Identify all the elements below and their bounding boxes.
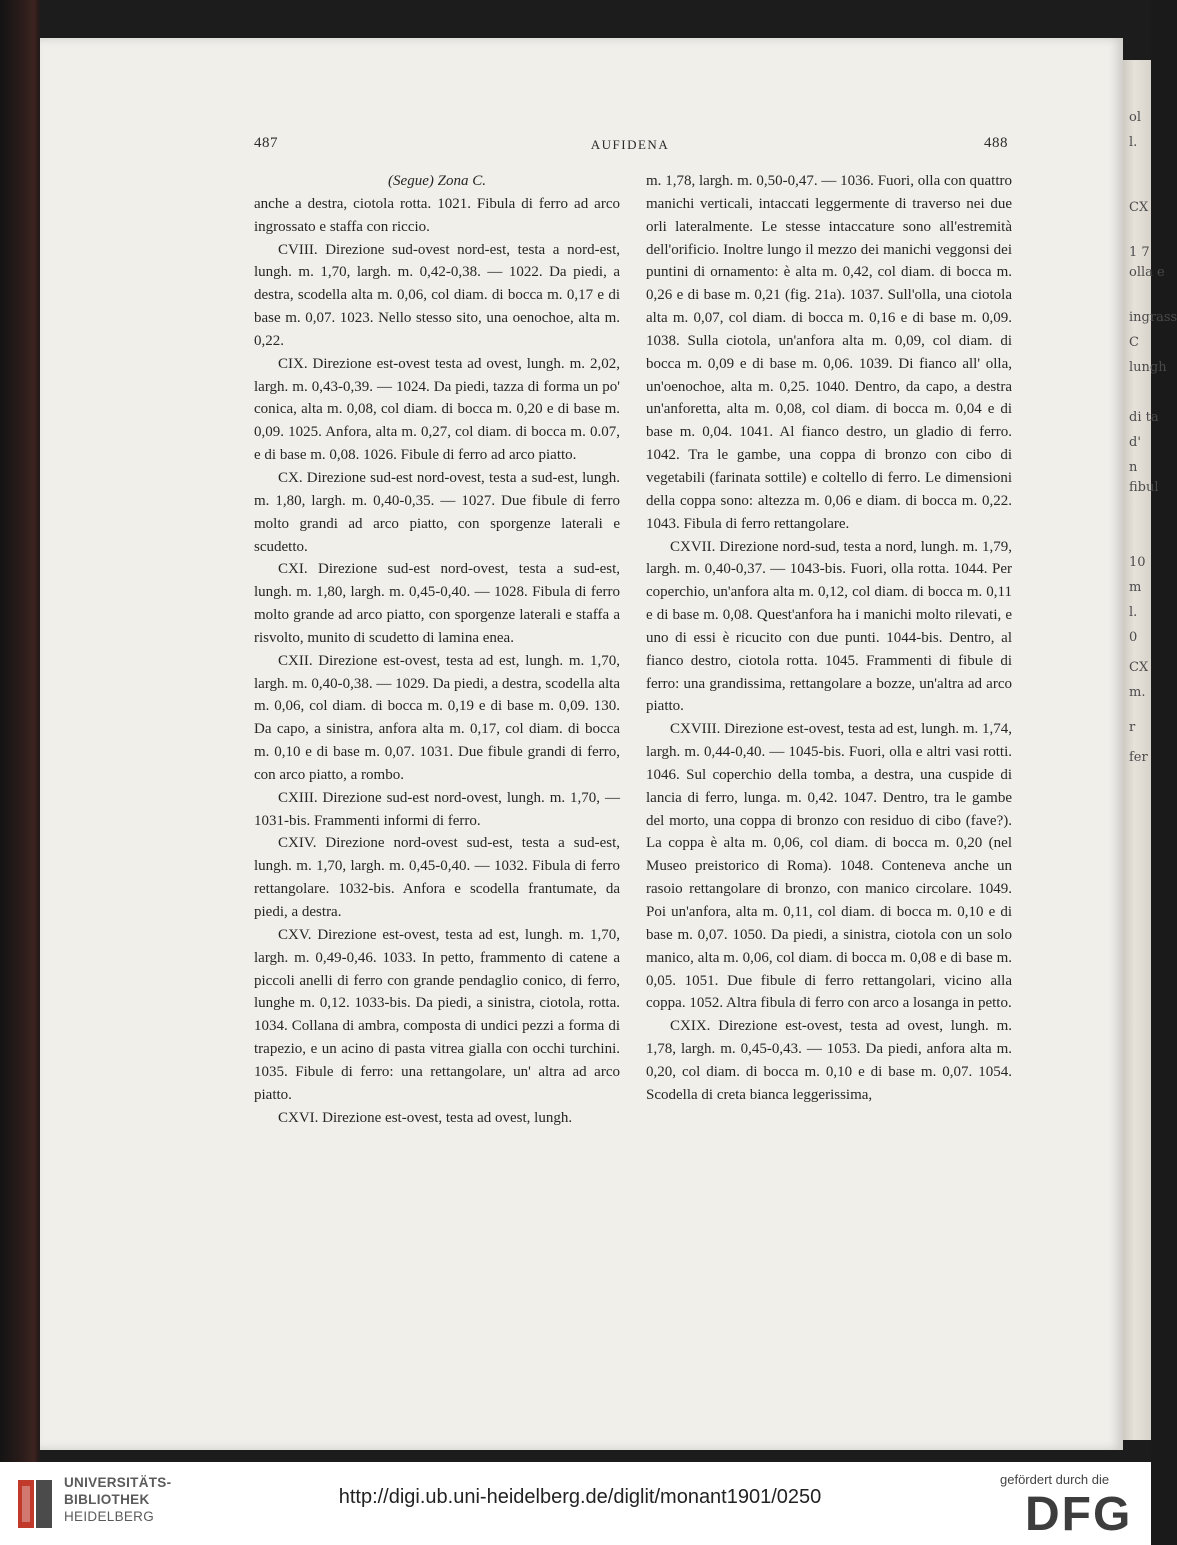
section-heading: (Segue) Zona C. [388,173,486,189]
paragraph: CXVIII. Direzione est-ovest, testa ad est, lungh. m. 1,74, largh. m. 0,44-0,40. — 1045-bis. Fuori, olla e altri vasi rotti. 1046. Sul coperchio della tomba, a destra, una cuspide di lancia di ferro, lunga. m. 0,42. 1047. Dentro, tra le gambe del morto, una coppa di bronzo con residuo di cibo (fave?). La coppa è alta m. 0,06, col diam. di bocca m. 0,20 (nel Museo preistorico di Roma). 1048. Conteneva anche un rasoio rettangolare di bronzo, con manico circolare. 1049. Poi un'anfora, alta m. 0,11, col diam. di bocca m. 0,10 e di base m. 0,07. 1050. Da piedi, a sinistra, ciotola con un solo manico, alta m. 0,06, col diam. di bocca m. 0,08 e di base m. 0,05. 1051. Due fibule di ferro rettangolari, vicino alla coppa. 1052. Altra fibula di ferro con arco a losanga in petto. [646,721,1013,1012]
paragraph: anche a destra, ciotola rotta. 1021. Fibula di ferro ad arco ingrossato e staffa con riccio. [254,195,620,235]
paragraph: CX. Direzione sud-est nord-ovest, testa a sud-est, lungh. m. 1,80, largh. m. 0,40-0,35. — 1027. Due fibule di ferro molto grandi ad arco piatto, con sporgenze laterali e scudetto. [254,469,620,555]
funded-by-label: gefördert durch die [1000,1472,1110,1487]
page-number-left: 487 [254,135,278,151]
dfg-logo: DFG [1025,1488,1133,1541]
edge-fragment: ol [1129,110,1141,125]
paragraph: CVIII. Direzione sud-ovest nord-est, testa a nord-est, lungh. m. 1,70, largh. m. 0,42-0,38. — 1022. Da piedi, a destra, scodella alta m. 0,06, col diam. di bocca m. 0,17 e di base m. 0,07. 1023. Nello stesso sito, una oenochoe, alta m. 0,22. [254,241,620,349]
edge-fragment: d' [1129,435,1141,450]
paragraph: CXIV. Direzione nord-ovest sud-est, testa a sud-est, lungh. m. 1,70, largh. m. 0,45-0,40. — 1032. Fibula di ferro rettangolare. 1032-bis. Anfora e scodella frantumate, da piedi, a destra. [254,835,620,920]
edge-fragment: olla e [1129,265,1165,280]
edge-fragment: m [1129,580,1142,595]
edge-fragment: r [1129,720,1136,735]
edge-fragment: fibul [1129,480,1159,495]
paragraph: CXVII. Direzione nord-sud, testa a nord, lungh. m. 1,79, largh. m. 0,40-0,37. — 1043-bis. Fuori, olla rotta. 1044. Per coperchio, un'anfora alta m. 0,12, col diam. di bocca m. 0,11 e di base m. 0,08. Quest'anfora ha i manichi molto rilevati, e uno di essi è ricucito con due punti. 1044-bis. Dentro, al fianco destro, ciotola rotta. 1045. Frammenti di fibule di ferro: una grandissima, rettangolare a bozze, un'altra ad arco piatto. [646,538,1012,715]
facing-page-edge [1123,60,1177,1440]
edge-fragment: 10 [1129,555,1146,570]
paragraph: CXI. Direzione sud-est nord-ovest, testa a sud-est, lungh. m. 1,80, largh. m. 0,45-0,40. — 1028. Fibula di ferro molto grande ad arco piatto, con sporgenze laterali e staffa a risvolto, munito di scudetto di lamina enea. [254,561,620,646]
edge-fragment: CX [1129,200,1149,215]
edge-fragment: C [1129,335,1139,350]
edge-fragment: m. [1129,685,1146,700]
edge-fragment: lungh [1129,360,1167,375]
paragraph: CXVI. Direzione est-ovest, testa ad ovest, lungh. [278,1109,573,1126]
university-library-logo-icon [16,1476,56,1532]
edge-fragment: ingrass [1129,310,1177,325]
paragraph: m. 1,78, largh. m. 0,50-0,47. — 1036. Fuori, olla con quattro manichi verticali, intaccati leggermente di traverso nei due orli lateralmente. Le stesse intaccature sono all'estremità dell'orificio. Inoltre lungo il mezzo dei manichi veggonsi dei puntini di ornamento: è alta m. 0,42, col diam. di bocca m. 0,26 e di base m. 0,21 (fig. 21a). 1037. Sull'olla, una ciotola alta m. 0,07, col diam. di bocca m. 0,16 e di base m. 0,09. 1038. Sulla ciotola, un'anfora alta m. 0,09, col diam. di bocca m. 0,09 e di base m. 0,06. 1039. Di fianco all' olla, un'oenochoe, alta m. 0,25. 1040. Dentro, da capo, a destra un'anforetta, alta m. 0,08, col diam. di bocca m. 0,04 e di base m. 0,04. 1041. Al fianco destro, un gladio di ferro. 1042. Tra le gambe, una coppa di bronzo con cibo di vegetabili (farinata sottile) e coltello di ferro. Le dimensioni della coppa sono: altezza m. 0,06 e diam. di bocca m. 0,22. 1043. Fibula di ferro rettangolare. [646,173,1012,532]
text-column-left [254,170,620,1129]
paragraph: CXV. Direzione est-ovest, testa ad est, lungh. m. 1,70, largh. m. 0,49-0,46. 1033. In petto, frammento di catene a piccoli anelli di ferro con grande pendaglio conico, di ferro, lunghe m. 0,12. 1033-bis. Da piedi, a sinistra, ciotola, rotta. 1034. Collana di ambra, composta di undici pezzi a forma di trapezio, e un acino di pasta vitrea gialla con occhi turchini. 1035. Fibule di ferro: una rettangolare, un' altra ad arco piatto. [254,926,620,1103]
permalink-url[interactable]: http://digi.ub.uni-heidelberg.de/diglit/monant1901/0250 [338,1486,822,1508]
logo-text-line: HEIDELBERG [64,1509,155,1524]
logo-text-line: BIBLIOTHEK [64,1492,150,1507]
running-title: AUFIDENA [590,137,670,152]
edge-fragment: l. [1129,605,1138,620]
edge-fragment: 0 [1129,630,1138,645]
paragraph: CXII. Direzione est-ovest, testa ad est, lungh. m. 1,70, largh. m. 0,40-0,38. — 1029. Da piedi, a destra, scodella alta m. 0,06, col diam. di bocca m. 0,19 e di base m. 0,09. 130. Da capo, a sinistra, anfora alta m. 0,17, col diam. di bocca m. 0,10 e di base m. 0,07. 1031. Due fibule grandi di ferro, con arco piatto, a rombo. [254,652,620,783]
edge-fragment: di ta [1129,410,1159,425]
edge-fragment: l. [1129,135,1138,150]
edge-fragment: 1 7 [1129,245,1150,260]
edge-fragment: fer [1129,750,1148,765]
paragraph: CIX. Direzione est-ovest testa ad ovest, lungh. m. 2,02, largh. m. 0,43-0,39. — 1024. Da piedi, tazza di forma un po' conica, alta m. 0,08, col diam. di bocca m. 0,20 e di base m. 0,09. 1025. Anfora, alta m. 0,27, col diam. di bocca m. 0.07, e di base m. 0,08. 1026. Fibule di ferro ad arco piatto. [254,355,620,464]
paragraph: CXIX. Direzione est-ovest, testa ad ovest, lungh. m. 1,78, largh. m. 0,45-0,43. — 1053. Da piedi, anfora alta m. 0,20, col diam. di bocca m. 0,10 e di base m. 0,07. 1054. Scodella di creta bianca leggerissima, [646,1018,1012,1103]
edge-fragment: n [1129,460,1138,475]
logo-text-line: UNIVERSITÄTS- [64,1475,172,1490]
text-column-right [646,170,1012,1107]
footer-bar [0,1462,1151,1545]
page-number-right: 488 [984,135,1008,151]
edge-fragment: CX [1129,660,1149,675]
paragraph: CXIII. Direzione sud-est nord-ovest, lungh. m. 1,70, — 1031-bis. Frammenti informi di ferro. [254,789,620,829]
